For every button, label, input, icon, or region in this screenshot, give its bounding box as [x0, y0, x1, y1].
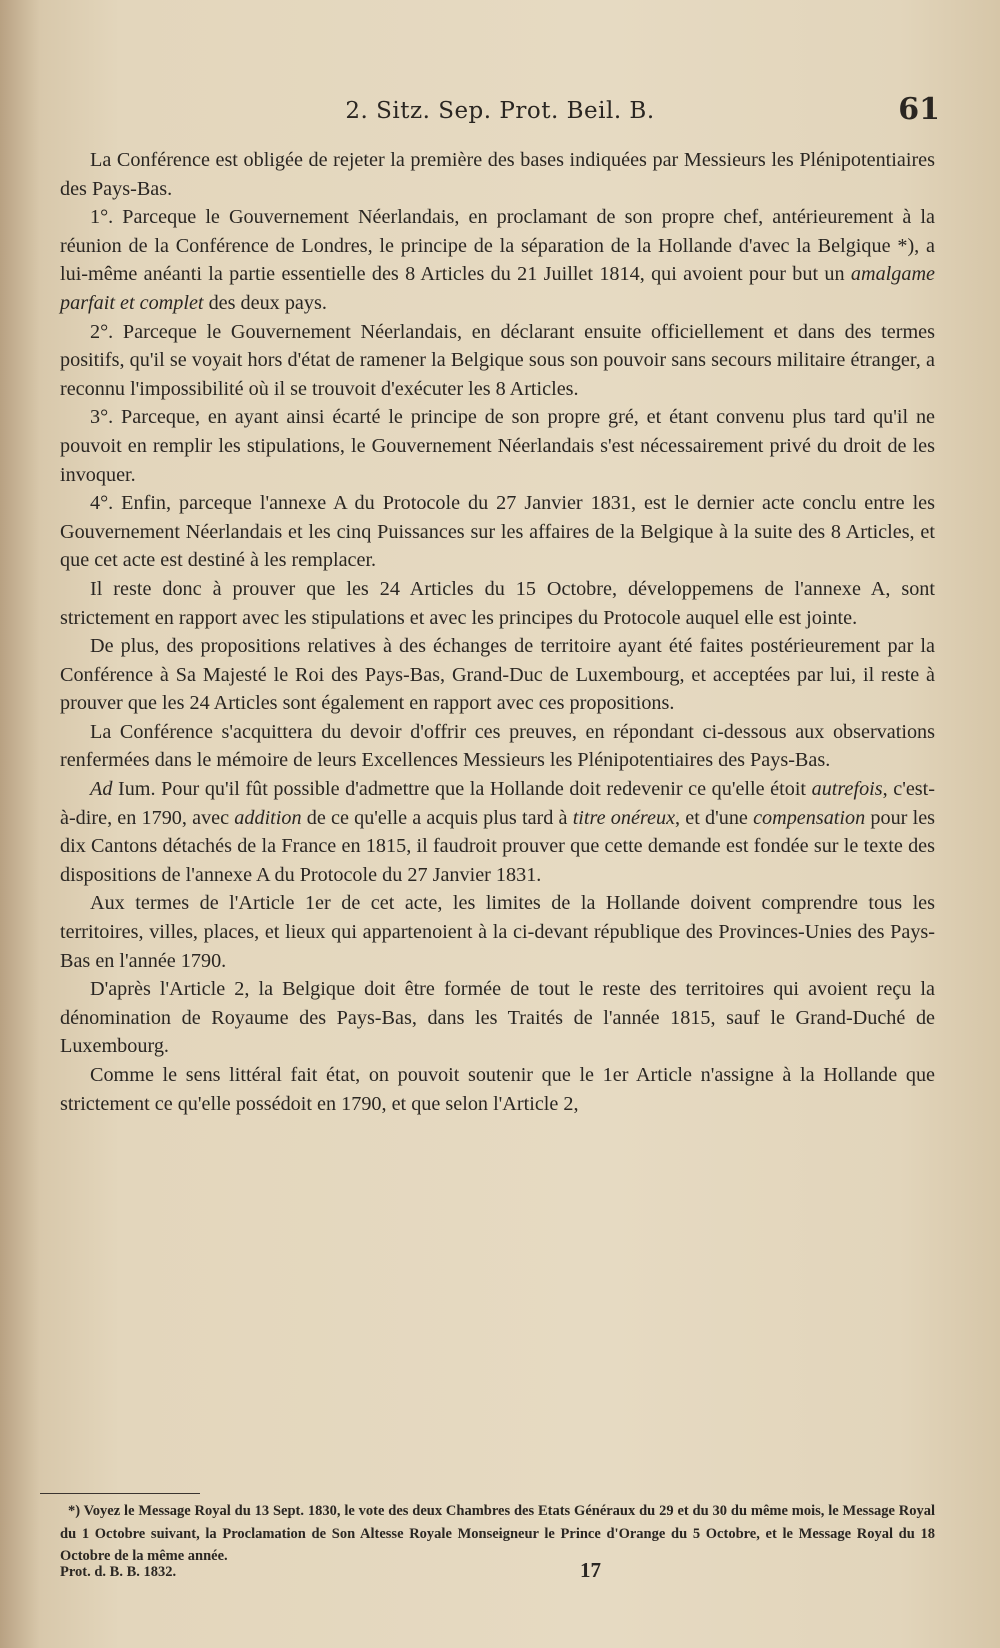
- paragraph: [60, 718, 935, 775]
- text-run: 1°. Parceque le Gouvernement Néerlandais, en proclamant de son propre chef, antérieurement à la réunion de la Conférence de Londres, le principe de la séparation de la Hollande d'avec la Belgique *), a lui-même anéanti la partie essentielle des 8 Articles du 21 Juillet 1814, qui avoient pour but un: [60, 206, 935, 286]
- footnote-rule: [40, 1493, 200, 1494]
- paragraph: [60, 632, 935, 718]
- italic-run: Ad: [90, 778, 113, 801]
- paragraph: [60, 975, 935, 1061]
- text-run: , c'est-à-dire, en 1790, avec: [60, 778, 935, 829]
- body-text: [60, 146, 935, 1118]
- paragraph: [60, 889, 935, 975]
- signature-mark: Prot. d. B. B. 1832.: [60, 1564, 177, 1580]
- italic-run: autrefois: [811, 778, 883, 801]
- text-run: 2°. Parceque le Gouvernement Néerlandais, en déclarant ensuite officiellement et dans des termes positifs, qu'il se voyait hors d'état de ramener la Belgique sous son pouvoir sans secours militaire étranger, a reconnu l'impossibilité où il se trouvoit d'exécuter les 8 Articles.: [60, 320, 935, 400]
- paragraph: [60, 318, 935, 404]
- italic-run: addition: [234, 806, 302, 829]
- text-run: pour les dix Cantons détachés de la France en 1815, il faudroit prouver que cette demande est fondée sur le texte des dispositions de l'annexe A du Protocole du 27 Janvier 1831.: [60, 806, 936, 886]
- text-run: 4°. Enfin, parceque l'annexe A du Protocole du 27 Janvier 1831, est le dernier acte conclu entre les Gouvernement Néerlandais et les cinq Puissances sur les affaires de la Belgique à la suite des 8 Articles, et que cet acte est destiné à les remplacer.: [60, 492, 935, 572]
- text-run: 3°. Parceque, en ayant ainsi écarté le principe de son propre gré, et étant convenu plus tard qu'il ne pouvoit en remplir les stipulations, le Gouvernement Néerlandais s'est nécessairement privé du droit de les invoquer.: [60, 406, 935, 486]
- text-run: de ce qu'elle a acquis plus tard à: [301, 806, 573, 829]
- text-run: La Conférence est obligée de rejeter la première des bases indiquées par Messieurs les Plénipotentiaires des Pays-Bas.: [60, 149, 935, 200]
- footnote-text: *) Voyez le Message Royal du 13 Sept. 1830, le vote des deux Chambres des Etats Généraux du 29 et du 30 du même mois, le Message Royal du 1 Octobre suivant, la Proclamation de Son Altesse Royale Monseigneur le Prince d'Orange du 5 Octobre, et le Message Royal du 18 Octobre de la même année.: [60, 1503, 935, 1564]
- text-run: des deux pays.: [203, 291, 327, 314]
- paragraph: [60, 403, 935, 489]
- text-run: La Conférence s'acquittera du devoir d'offrir ces preuves, en répondant ci-dessous aux observations renfermées dans le mémoire de leurs Excellences Messieurs les Plénipotentiaires des Pays-Bas.: [60, 720, 935, 772]
- signature-line: [60, 1558, 935, 1588]
- italic-run: amalgame parfait et complet: [60, 263, 935, 314]
- text-run: , et d'une: [675, 806, 754, 829]
- italic-run: titre onéreux: [572, 806, 676, 829]
- text-run: D'après l'Article 2, la Belgique doit être formée de tout le reste des territoires qui avoient reçu la dénomination de Royaume des Pays-Bas, dans les Traités de l'année 1815, sauf le Grand-Duché de Luxembourg.: [60, 978, 935, 1058]
- paragraph: [60, 203, 935, 317]
- page-number: 61: [898, 92, 940, 127]
- running-title: 2. Sitz. Sep. Prot. Beil. B.: [345, 98, 655, 124]
- paragraph: [60, 775, 935, 889]
- text-run: Comme le sens littéral fait état, on pouvoit soutenir que le 1er Article n'assigne à la Hollande que strictement ce qu'elle possédoit en 1790, et que selon l'Article 2,: [60, 1064, 935, 1115]
- paragraph: [60, 1061, 935, 1118]
- paragraph: [60, 146, 935, 203]
- italic-run: compensation: [753, 806, 866, 829]
- paragraph: [60, 575, 935, 632]
- text-run: Ium. Pour qu'il fût possible d'admettre que la Hollande doit redevenir ce qu'elle étoit: [112, 778, 812, 801]
- text-run: Aux termes de l'Article 1er de cet acte, les limites de la Hollande doivent comprendre tous les territoires, villes, places, et lieux qui appartenoient à la ci-devant république des Provinces-Unies des Pays-Bas en l'année 1790.: [60, 892, 935, 972]
- text-run: De plus, des propositions relatives à des échanges de territoire ayant été faites postérieurement par la Conférence à Sa Majesté le Roi des Pays-Bas, Grand-Duc de Luxembourg, et acceptées par lui, il reste à prouver que les 24 Articles sont également en rapport avec ces propositions.: [60, 635, 935, 715]
- text-run: Il reste donc à prouver que les 24 Articles du 15 Octobre, développemens de l'annexe A, sont strictement en rapport avec les stipulations et avec les principes du Protocole auquel elle est jointe.: [60, 577, 935, 629]
- paragraph: [60, 489, 935, 575]
- signature-number: 17: [580, 1558, 601, 1582]
- running-head: [60, 92, 940, 132]
